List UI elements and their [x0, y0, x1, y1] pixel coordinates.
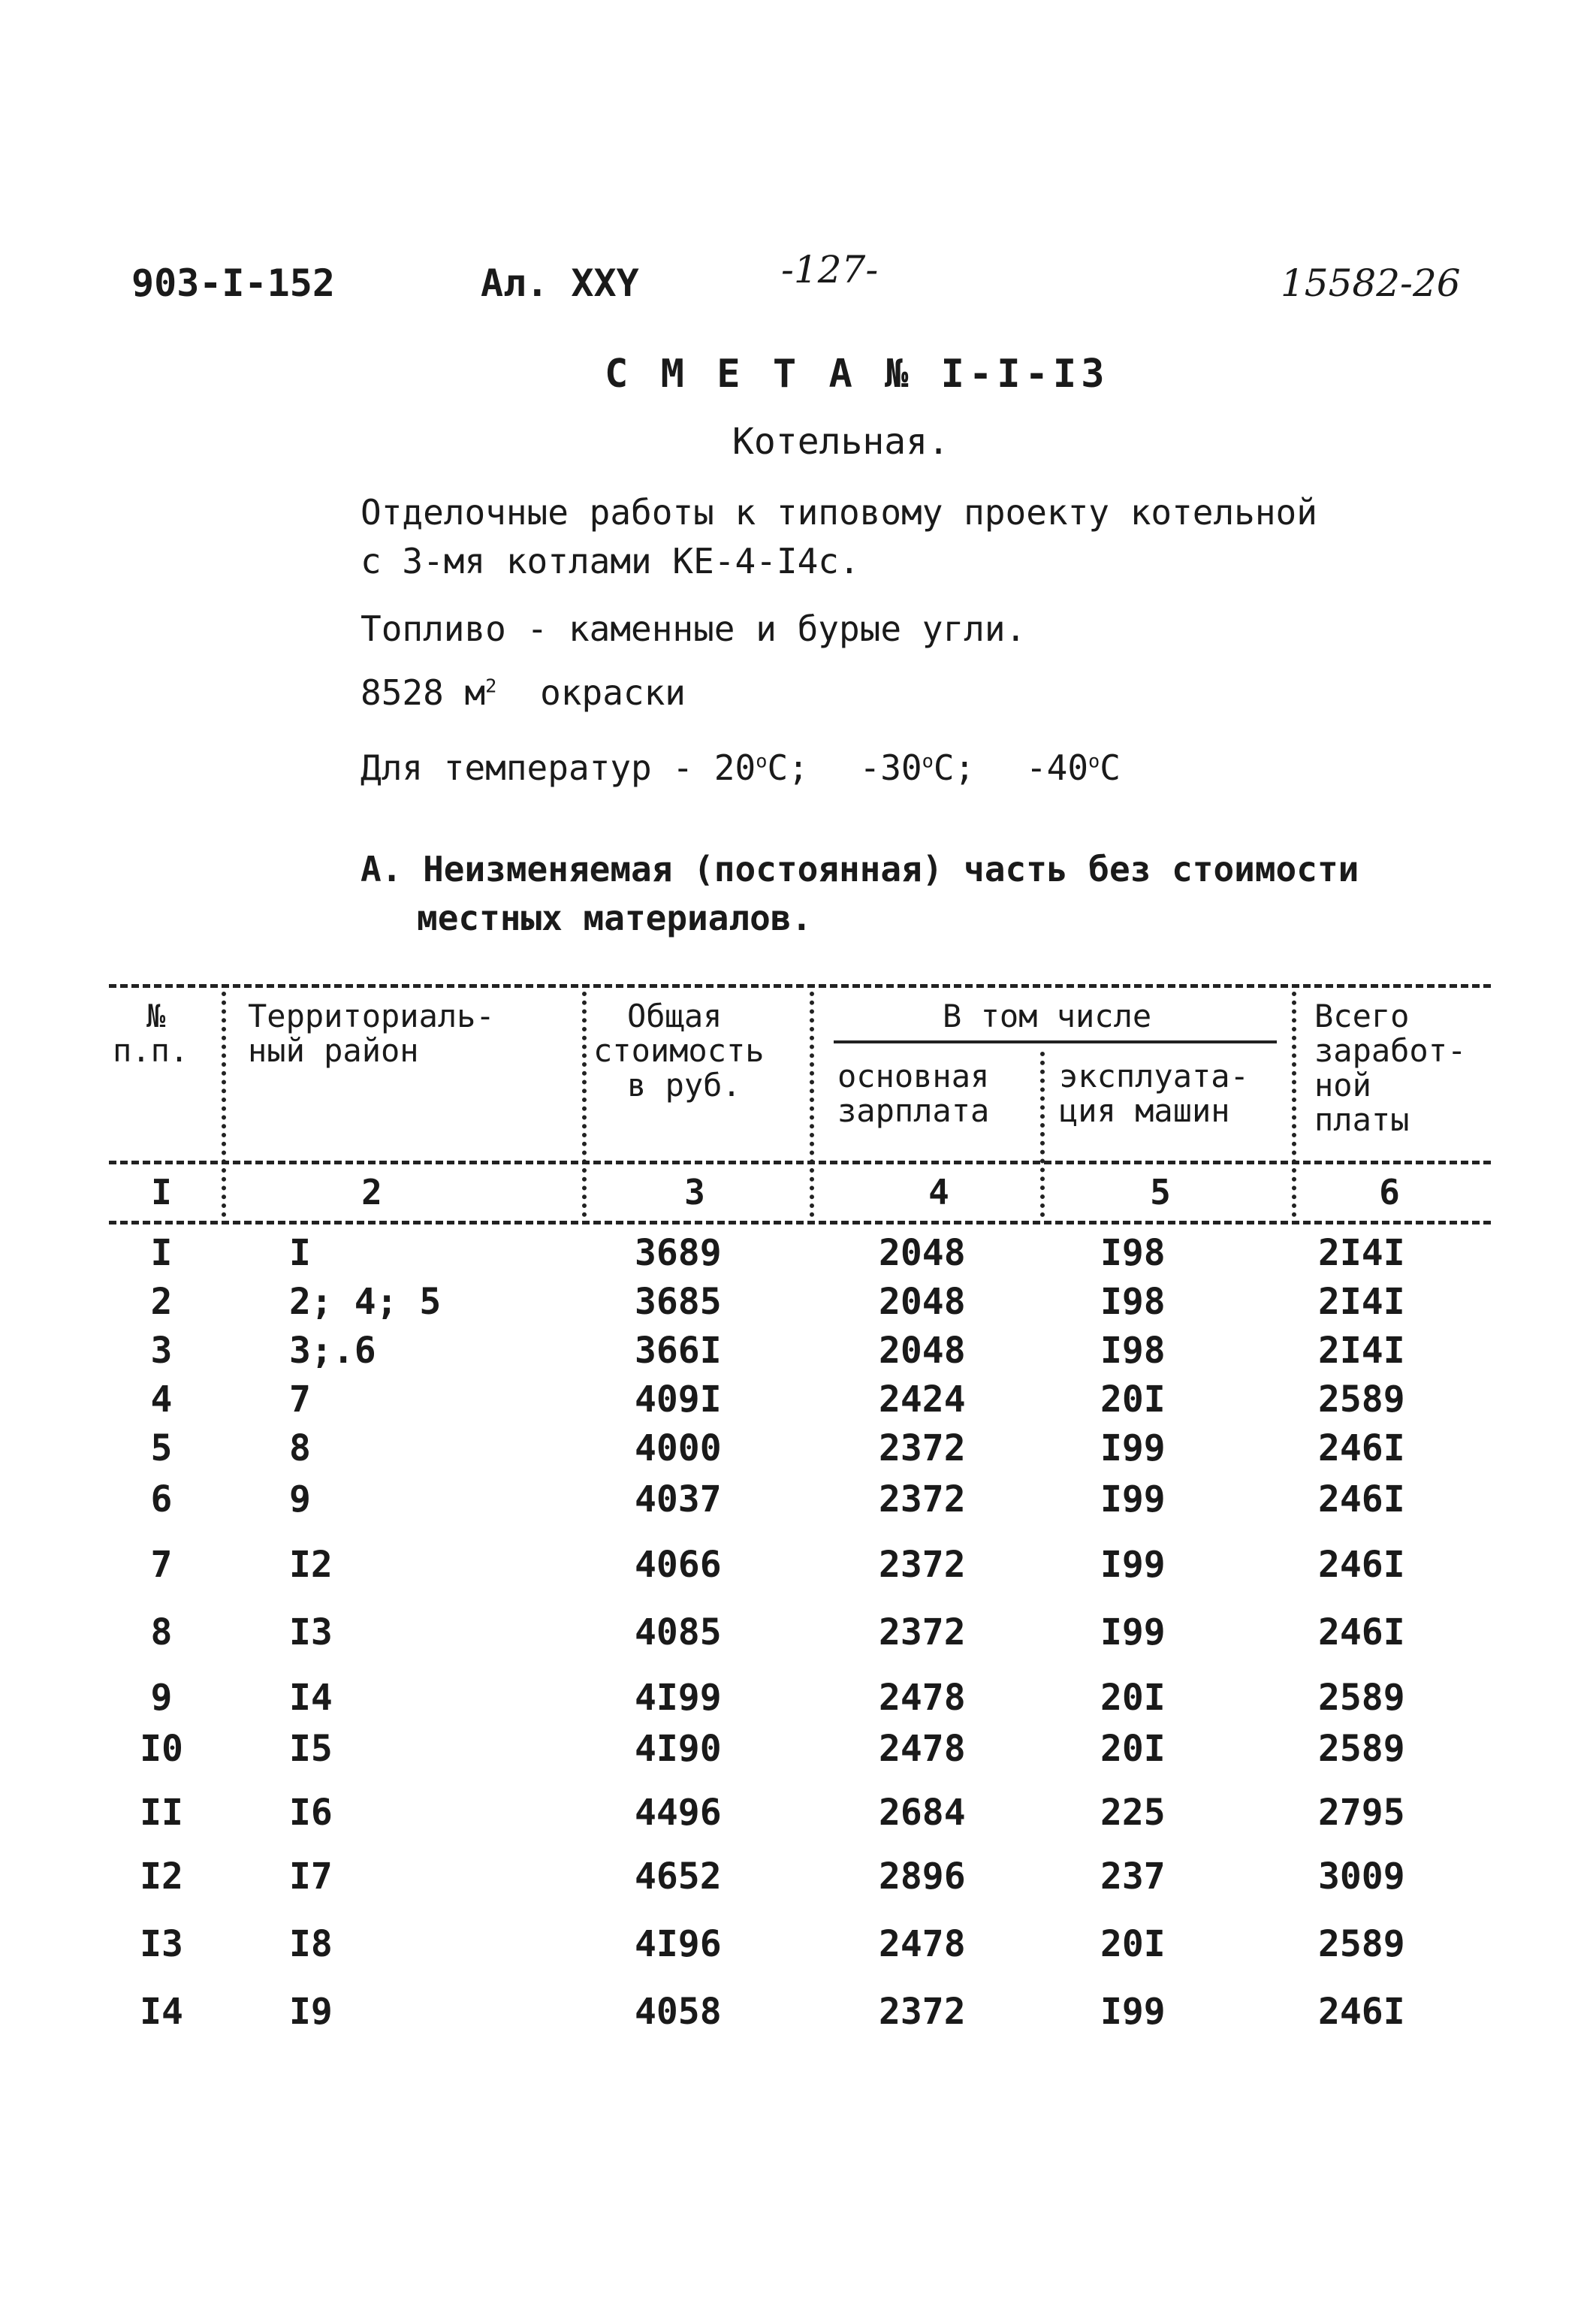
row-machine-cost: 237 [1100, 1856, 1166, 1898]
section-heading-line-2: местных материалов. [417, 898, 813, 938]
row-district: I6 [289, 1792, 333, 1834]
row-total-wage: 2589 [1318, 1923, 1405, 1965]
row-number: I3 [140, 1923, 183, 1965]
row-number: 3 [150, 1330, 173, 1372]
degree-2: о [922, 750, 934, 772]
row-total-cost: 4085 [635, 1611, 722, 1653]
row-total-cost: 3689 [635, 1232, 722, 1274]
temp-label: Для температур - 20 [361, 747, 756, 788]
row-base-wage: 2372 [879, 1611, 966, 1653]
row-total-cost: 4652 [635, 1856, 722, 1898]
row-district: 7 [289, 1378, 311, 1421]
row-number: 8 [150, 1611, 173, 1653]
row-base-wage: 2478 [879, 1677, 966, 1719]
col-divider-1 [222, 992, 226, 1217]
row-number: 6 [150, 1478, 173, 1520]
row-total-cost: 366I [635, 1330, 722, 1372]
row-total-cost: 4496 [635, 1792, 722, 1834]
row-machine-cost: I99 [1100, 1427, 1166, 1469]
row-number: 4 [150, 1378, 173, 1421]
row-district: 3;.6 [289, 1330, 376, 1372]
col-number-1: I [151, 1172, 172, 1212]
row-number: I0 [140, 1728, 183, 1770]
row-total-cost: 409I [635, 1378, 722, 1421]
col-number-4: 4 [928, 1172, 949, 1212]
col-divider-5 [1292, 992, 1296, 1217]
row-total-cost: 4I99 [635, 1677, 722, 1719]
row-total-wage: 2795 [1318, 1792, 1405, 1834]
header-total-line-2: стоимость [593, 1032, 765, 1069]
row-base-wage: 2478 [879, 1923, 966, 1965]
table-colnum-rule [109, 1221, 1491, 1224]
temp-1-unit: С; [767, 747, 809, 788]
row-base-wage: 2372 [879, 1991, 966, 2033]
row-number: 5 [150, 1427, 173, 1469]
temp-3-unit: С [1100, 747, 1121, 788]
row-base-wage: 2896 [879, 1856, 966, 1898]
header-district-line-2: ный район [248, 1032, 419, 1069]
row-total-wage: 2I4I [1318, 1281, 1405, 1323]
header-totalwage-line-2: заработ- [1314, 1032, 1467, 1069]
row-machine-cost: 20I [1100, 1378, 1166, 1421]
row-base-wage: 2048 [879, 1281, 966, 1323]
album-number: Ал. XXY [481, 261, 639, 305]
row-total-wage: 246I [1318, 1544, 1405, 1586]
row-number: I [150, 1232, 173, 1274]
row-total-cost: 4000 [635, 1427, 722, 1469]
row-number: 2 [150, 1281, 173, 1323]
row-district: 9 [289, 1478, 311, 1520]
row-total-cost: 4058 [635, 1991, 722, 2033]
row-district: I2 [289, 1544, 333, 1586]
area-value: 8528 м [361, 672, 486, 713]
row-total-cost: 3685 [635, 1281, 722, 1323]
header-group-label: В том числе [943, 998, 1152, 1034]
row-base-wage: 2424 [879, 1378, 966, 1421]
row-district: I9 [289, 1991, 333, 2033]
page-number: -127- [781, 248, 879, 291]
temp-2-unit: С; [933, 747, 976, 788]
temperature-line [361, 747, 1121, 788]
col-number-5: 5 [1150, 1172, 1171, 1212]
table-header-rule [109, 1161, 1491, 1164]
row-district: I3 [289, 1611, 333, 1653]
description-line-1: Отделочные работы к типовому проекту котельной [361, 492, 1317, 533]
document-number: 15582-26 [1281, 261, 1461, 305]
temp-2: -30 [859, 747, 922, 788]
header-total-line-1: Общая [627, 998, 723, 1034]
row-base-wage: 2478 [879, 1728, 966, 1770]
row-district: 2; 4; 5 [289, 1281, 442, 1323]
area-line [361, 672, 686, 713]
row-base-wage: 2048 [879, 1232, 966, 1274]
table-top-rule [109, 984, 1491, 988]
area-unit-power: 2 [485, 675, 497, 697]
row-total-wage: 246I [1318, 1611, 1405, 1653]
header-machines-line-1: эксплуата- [1059, 1058, 1249, 1095]
row-total-cost: 4066 [635, 1544, 722, 1586]
row-machine-cost: I99 [1100, 1544, 1166, 1586]
header-wage-line-1: основная [837, 1058, 990, 1095]
row-district: I7 [289, 1856, 333, 1898]
row-total-cost: 4037 [635, 1478, 722, 1520]
row-number: 7 [150, 1544, 173, 1586]
row-base-wage: 2684 [879, 1792, 966, 1834]
temp-3: -40 [1025, 747, 1089, 788]
header-totalwage-line-1: Всего [1314, 998, 1410, 1034]
fuel-line: Топливо - каменные и бурые угли. [361, 608, 1027, 649]
row-total-wage: 2I4I [1318, 1232, 1405, 1274]
row-total-cost: 4I90 [635, 1728, 722, 1770]
row-machine-cost: I98 [1100, 1281, 1166, 1323]
row-district: I4 [289, 1677, 333, 1719]
header-machines-line-2: ция машин [1059, 1092, 1230, 1129]
row-machine-cost: 20I [1100, 1923, 1166, 1965]
row-number: 9 [150, 1677, 173, 1719]
row-base-wage: 2372 [879, 1478, 966, 1520]
section-heading-line-1: А. Неизменяемая (постоянная) часть без стоимости [361, 849, 1359, 889]
row-total-wage: 2589 [1318, 1677, 1405, 1719]
col-number-2: 2 [361, 1172, 382, 1212]
row-machine-cost: 20I [1100, 1728, 1166, 1770]
header-total-line-3: в руб. [627, 1067, 741, 1104]
row-machine-cost: I99 [1100, 1611, 1166, 1653]
row-total-wage: 246I [1318, 1427, 1405, 1469]
row-total-wage: 2589 [1318, 1378, 1405, 1421]
header-totalwage-line-3: ной [1314, 1067, 1371, 1104]
col-divider-4 [1040, 1052, 1045, 1217]
row-machine-cost: I98 [1100, 1330, 1166, 1372]
degree-3: о [1088, 750, 1100, 772]
row-district: 8 [289, 1427, 311, 1469]
row-total-wage: 2I4I [1318, 1330, 1405, 1372]
row-base-wage: 2048 [879, 1330, 966, 1372]
description-line-2: с 3-мя котлами КЕ-4-I4с. [361, 541, 860, 581]
document-title: С М Е Т А № I-I-I3 [605, 352, 1109, 397]
col-number-6: 6 [1379, 1172, 1400, 1212]
row-base-wage: 2372 [879, 1427, 966, 1469]
row-total-cost: 4I96 [635, 1923, 722, 1965]
degree-1: о [756, 750, 768, 772]
row-total-wage: 2589 [1318, 1728, 1405, 1770]
header-num-line-2: п.п. [113, 1032, 189, 1069]
project-code: 903-I-152 [131, 261, 335, 305]
header-num-line-1: № [146, 998, 166, 1034]
row-machine-cost: I99 [1100, 1991, 1166, 2033]
row-total-wage: 246I [1318, 1478, 1405, 1520]
header-wage-line-2: зарплата [837, 1092, 990, 1129]
document-subtitle: Котельная. [732, 421, 949, 463]
row-base-wage: 2372 [879, 1544, 966, 1586]
row-number: I4 [140, 1991, 183, 2033]
header-district-line-1: Территориаль- [248, 998, 495, 1034]
row-total-wage: 246I [1318, 1991, 1405, 2033]
row-machine-cost: I98 [1100, 1232, 1166, 1274]
row-number: II [140, 1792, 183, 1834]
header-totalwage-line-4: платы [1314, 1101, 1410, 1138]
row-district: I8 [289, 1923, 333, 1965]
row-district: I5 [289, 1728, 333, 1770]
group-underline [834, 1040, 1277, 1043]
row-machine-cost: I99 [1100, 1478, 1166, 1520]
row-number: I2 [140, 1856, 183, 1898]
col-divider-2 [582, 992, 587, 1217]
col-number-3: 3 [684, 1172, 705, 1212]
area-rest: окраски [540, 672, 686, 713]
row-machine-cost: 20I [1100, 1677, 1166, 1719]
row-machine-cost: 225 [1100, 1792, 1166, 1834]
row-district: I [289, 1232, 311, 1274]
row-total-wage: 3009 [1318, 1856, 1405, 1898]
col-divider-3 [810, 992, 814, 1217]
